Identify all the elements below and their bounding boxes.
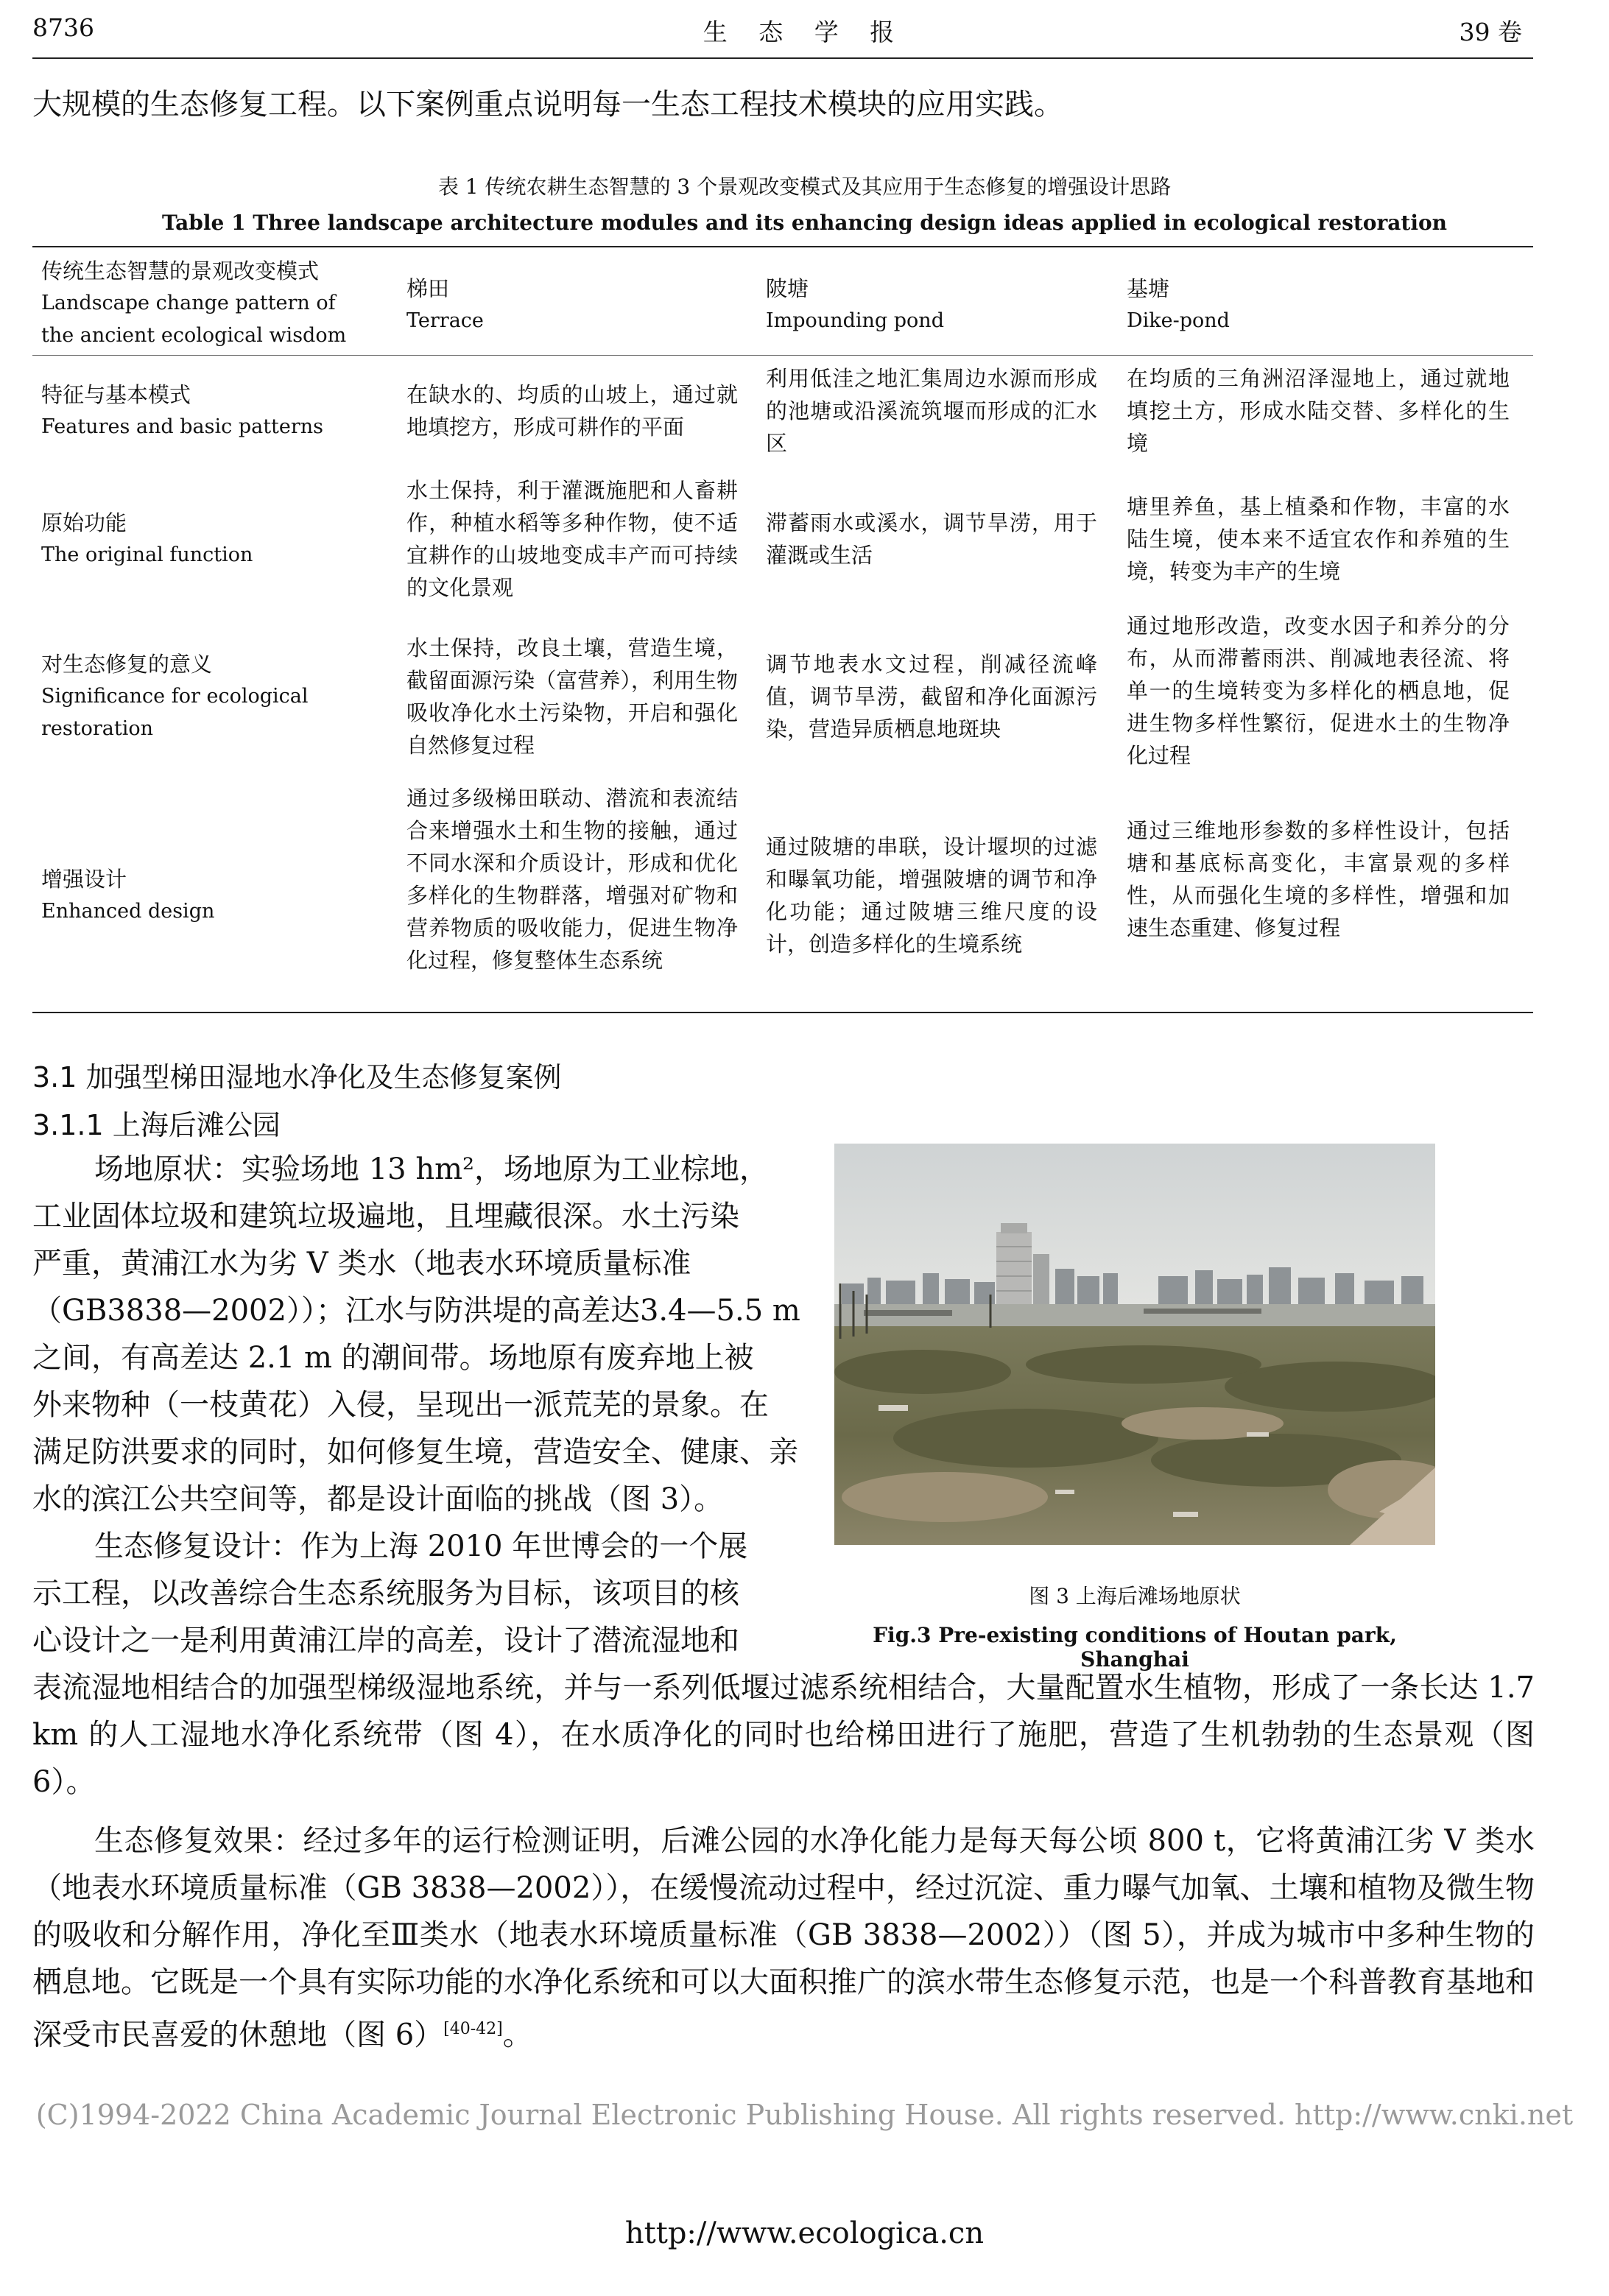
- figure3-caption-en: Fig.3 Pre-existing conditions of Houtan park, Shanghai: [873, 1623, 1397, 1672]
- para-site-conditions: [32, 1146, 798, 1664]
- table-cell-terrace: 水土保持，改良土壤，营造生境，截留面源污染（富营养），利用生物吸收净化水土污染物，开启和强化自然修复过程: [406, 635, 738, 758]
- copyright-notice: (C)1994-2022 China Academic Journal Electronic Publishing House. All rights reserved. http://www.cnki.net: [35, 2099, 1574, 2131]
- table-header-zh: 基塘: [1127, 276, 1170, 301]
- text-line: 严重，黄浦江水为劣 V 类水（地表水环境质量标准: [32, 1247, 691, 1281]
- table-cell-terrace: 在缺水的、均质的山坡上，通过就地填挖方，形成可耕作的平面: [406, 382, 738, 440]
- table-cell-pond: 调节地表水文过程，削减径流峰值，调节旱涝，截留和净化面源污染，营造异质栖息地斑块: [766, 652, 1097, 742]
- para-effect: [32, 1817, 1535, 2058]
- page-number: 8736: [32, 13, 94, 42]
- table-cell-dike: 通过三维地形参数的多样性设计，包括塘和基底标高变化，丰富景观的多样性，从而强化生境的多样性，增强和加速生态重建、修复过程: [1127, 818, 1510, 940]
- table-header-en: Impounding pond: [766, 309, 944, 332]
- volume-label: 39 卷: [1459, 18, 1522, 46]
- table-row-label: [41, 378, 365, 443]
- row-label-en: Significance for ecological restoration: [41, 685, 309, 740]
- row-label-zh: 增强设计: [41, 867, 127, 892]
- table-header-zh: 陂塘: [766, 276, 809, 301]
- text-line: 示工程，以改善综合生态系统服务为目标，该项目的核: [32, 1577, 739, 1610]
- figure3-photo: [834, 1144, 1435, 1545]
- citation-ref: [40-42]: [443, 2020, 503, 2038]
- subsection-heading: 3.1.1 上海后滩公园: [32, 1109, 281, 1141]
- row-label-en: Features and basic patterns: [41, 415, 324, 438]
- text-line: 心设计之一是利用黄浦江岸的高差，设计了潜流湿地和: [32, 1624, 739, 1658]
- journal-name: 生 态 学 报: [703, 18, 906, 46]
- table-cell-dike: 塘里养鱼，基上植桑和作物，丰富的水陆生境，使本来不适宜农作和养殖的生境，转变为丰产的生境: [1127, 494, 1510, 584]
- text-line: 生态修复设计：作为上海 2010 年世博会的一个展: [94, 1529, 748, 1563]
- figure3-caption-zh: 图 3 上海后滩场地原状: [1029, 1584, 1241, 1608]
- para-effect-text: 生态修复效果：经过多年的运行检测证明，后滩公园的水净化能力是每天每公顷 800 t，它将黄浦江劣 V 类水（地表水环境质量标准（GB 3838—2002）），在缓慢流动过程中，经过沉淀、重力曝气加氧、土壤和植物及微生物的吸收和分解作用，净化至Ⅲ类水（地表水环境质量标准（GB 3838—2002））（图 5），并成为城市中多种生物的栖息地。它既是一个具有实际功能的水净化系统和可以大面积推广的滨水带生态修复示范，也是一个科普教育基地和深受市民喜爱的休憩地（图 6）: [32, 1824, 1535, 2052]
- table-header-en: Dike-pond: [1127, 309, 1230, 332]
- table-header-rule: [32, 355, 1533, 356]
- table-cell-terrace: 通过多级梯田联动、潜流和表流结合来增强水土和生物的接触，通过不同水深和介质设计，形成和优化多样化的生物群落，增强对矿物和营养物质的吸收能力，促进生物净化过程，修复整体生态系统: [406, 786, 738, 973]
- text-line: （GB3838—2002））；江水与防洪堤的高差达3.4—5.5 m: [32, 1294, 800, 1328]
- text-line: 场地原状：实验场地 13 hm²，场地原为工业棕地，: [94, 1152, 770, 1186]
- table-cell-pond: 利用低洼之地汇集周边水源而形成的池塘或沿溪流筑堰而形成的汇水区: [766, 366, 1097, 456]
- table-caption-en: Table 1 Three landscape architecture modules and its enhancing design ideas applied in ecological restoration: [162, 211, 1447, 235]
- text-line: 工业固体垃圾和建筑垃圾遍地，且埋藏很深。水土污染: [32, 1200, 739, 1233]
- text-line: 水的滨江公共空间等，都是设计面临的挑战（图 3）。: [32, 1482, 724, 1516]
- table-cell-dike: 在均质的三角洲沼泽湿地上，通过就地填挖土方，形成水陆交替、多样化的生境: [1127, 366, 1510, 456]
- table-header-en: Landscape change pattern of the ancient ecological wisdom: [41, 292, 347, 347]
- table-caption-zh: 表 1 传统农耕生态智慧的 3 个景观改变模式及其应用于生态修复的增强设计思路: [437, 175, 1172, 199]
- row-label-zh: 对生态修复的意义: [41, 652, 213, 677]
- table-header-dike: [1127, 272, 1510, 337]
- row-label-en: Enhanced design: [41, 900, 215, 923]
- table-cell-terrace: 水土保持，利于灌溉施肥和人畜耕作，种植水稻等多种作物，使不适宜耕作的山坡地变成丰产而可持续的文化景观: [406, 478, 738, 600]
- table-header-terrace: [406, 272, 738, 337]
- table-top-rule: [32, 246, 1533, 247]
- table-header-zh: 梯田: [406, 276, 450, 301]
- table-row-label: [41, 863, 365, 928]
- row-label-zh: 特征与基本模式: [41, 382, 191, 407]
- table-cell-dike: 通过地形改造，改变水因子和养分的分布，从而滞蓄雨洪、削减地表径流、将单一的生境转变为多样化的栖息地，促进生物多样性繁衍，促进水土的生物净化过程: [1127, 613, 1510, 768]
- table-cell-pond: 滞蓄雨水或溪水，调节旱涝，用于灌溉或生活: [766, 510, 1097, 568]
- table-row-label: [41, 507, 365, 571]
- footer-url: http://www.ecologica.cn: [624, 2216, 985, 2250]
- table-header-pond: [766, 272, 1097, 337]
- row-label-en: The original function: [41, 543, 253, 566]
- table-row-label: [41, 648, 365, 745]
- table-header-en: Terrace: [406, 309, 484, 332]
- header-rule: [32, 57, 1533, 59]
- text-line: 满足防洪要求的同时，如何修复生境，营造安全、健康、亲: [32, 1435, 798, 1469]
- table-bottom-rule: [32, 1012, 1533, 1013]
- section-heading: 3.1 加强型梯田湿地水净化及生态修复案例: [32, 1061, 562, 1094]
- para-design-continued: 表流湿地相结合的加强型梯级湿地系统，并与一系列低堰过滤系统相结合，大量配置水生植物，形成了一条长达 1.7 km 的人工湿地水净化系统带（图 4），在水质净化的同时也给梯田进行了施肥，营造了生机勃勃的生态景观（图 6）。: [32, 1671, 1535, 1799]
- text-line: 之间，有高差达 2.1 m 的潮间带。场地原有废弃地上被: [32, 1341, 754, 1375]
- table-header-pattern: [41, 255, 365, 352]
- para-effect-end: 。: [502, 2018, 532, 2052]
- intro-line: 大规模的生态修复工程。以下案例重点说明每一生态工程技术模块的应用实践。: [32, 88, 1063, 122]
- text-line: 外来物种（一枝黄花）入侵，呈现出一派荒芜的景象。在: [32, 1388, 769, 1422]
- row-label-zh: 原始功能: [41, 510, 127, 535]
- table-header-zh: 传统生态智慧的景观改变模式: [41, 258, 320, 284]
- table-cell-pond: 通过陂塘的串联，设计堰坝的过滤和曝氧功能，增强陂塘的调节和净化功能；通过陂塘三维尺度的设计，创造多样化的生境系统: [766, 834, 1097, 957]
